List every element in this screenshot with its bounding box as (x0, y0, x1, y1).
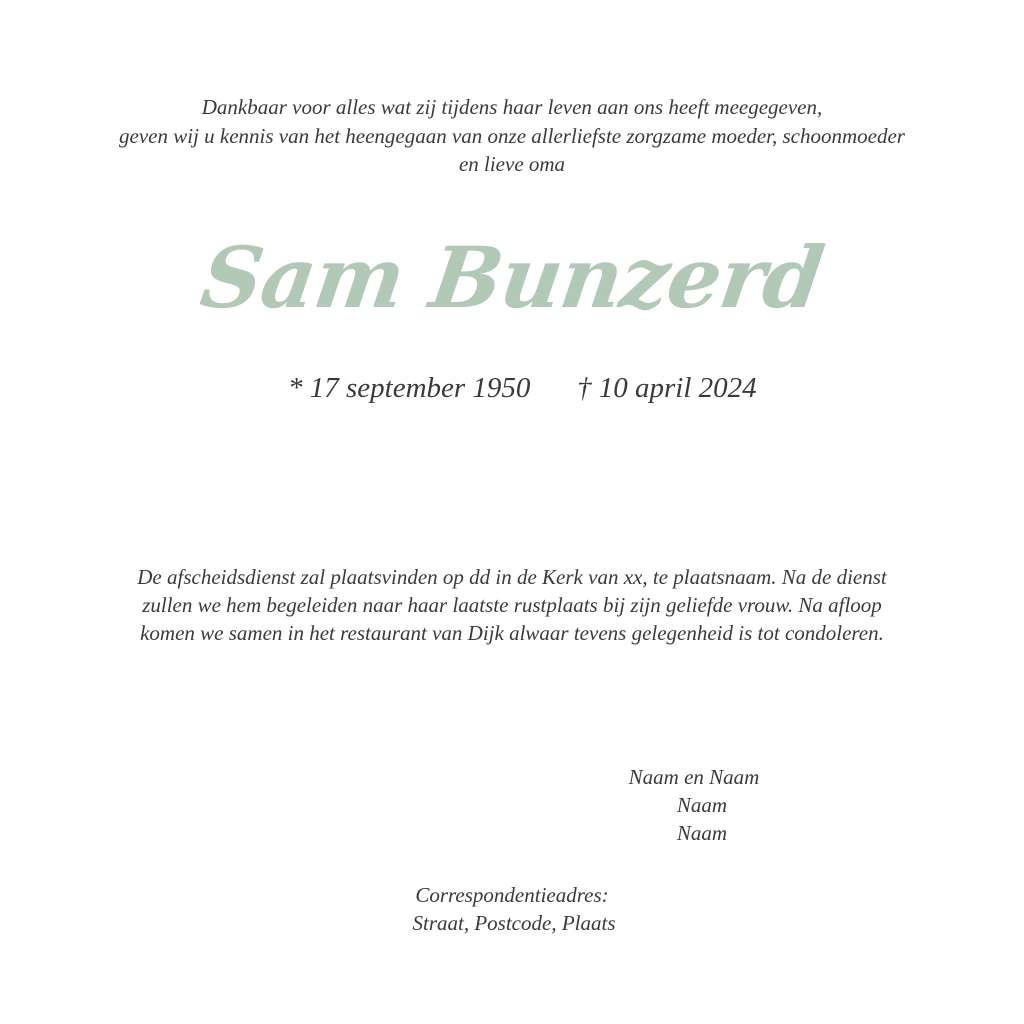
family-name: Naam (676, 821, 728, 845)
service-line: komen we samen in het restaurant van Dijk alwaar tevens gelegenheid is tot condoleren. (140, 621, 884, 645)
service-line: zullen we hem begeleiden naar haar laatste rustplaats bij zijn geliefde vrouw. Na afloop (142, 593, 882, 617)
death-date: † 10 april 2024 (577, 372, 757, 404)
family-name: Naam (676, 793, 728, 817)
intro-line: Dankbaar voor alles wat zij tijdens haar leven aan ons heeft meegegeven, (201, 95, 823, 119)
intro-line: geven wij u kennis van het heengegaan van onze allerliefste zorgzame moeder, schoonmoeder (119, 124, 905, 148)
deceased-name: Sam Bunzerd (195, 228, 829, 327)
correspondence-label: Correspondentieadres: (415, 883, 609, 907)
family-name: Naam en Naam (628, 765, 760, 789)
service-line: De afscheidsdienst zal plaatsvinden op dd in de Kerk van xx, te plaatsnaam. Na de dienst (137, 565, 887, 589)
correspondence-value: Straat, Postcode, Plaats (412, 911, 616, 935)
birth-date: * 17 september 1950 (288, 372, 531, 404)
intro-line: en lieve oma (458, 152, 566, 176)
